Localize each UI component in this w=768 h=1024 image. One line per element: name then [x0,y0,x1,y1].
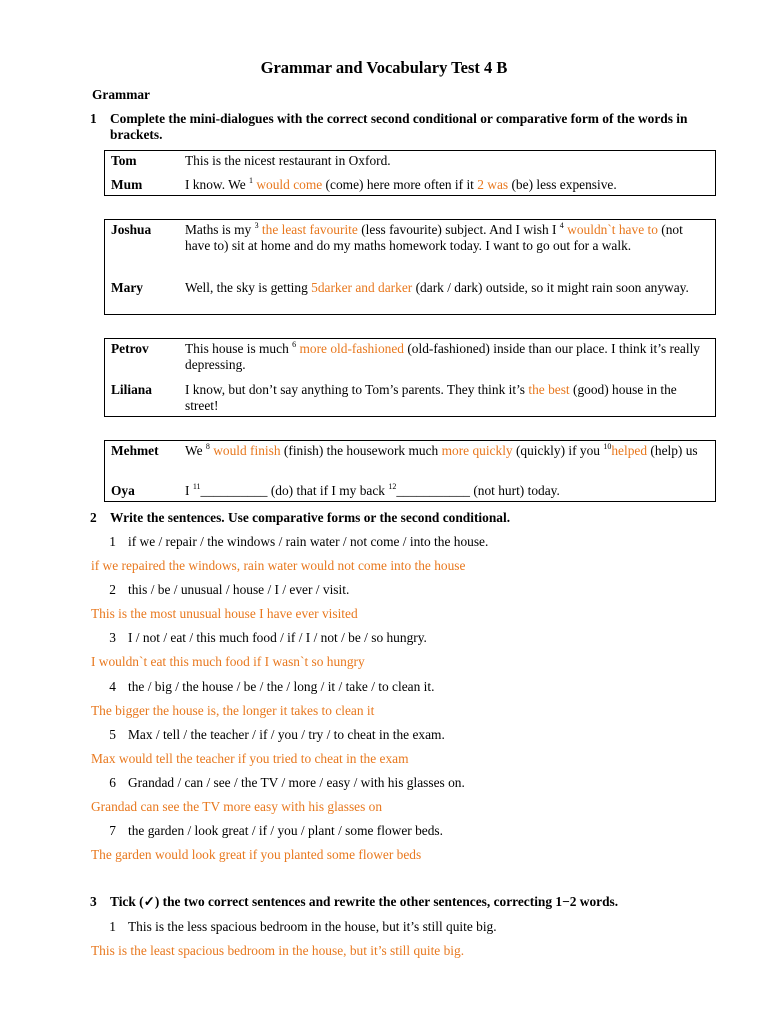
item-number: 4 [109,679,116,694]
item-answer: This is the most unusual house I have ever visited [91,606,358,621]
item-answer: The garden would look great if you planted some flower beds [91,847,422,862]
item-prompt: this / be / unusual / house / I / ever / visit. [128,582,350,597]
item-prompt: I / not / eat / this much food / if / I / not / be / so hungry. [128,630,427,645]
answer-text: more quickly [441,443,513,458]
q3-number: 3 [90,894,97,909]
answer-text: the best [528,382,570,397]
item-prompt: the / big / the house / be / the / long / it / take / to clean it. [128,679,435,694]
dialogue-line: I $^{11}$__________ (do) that if I my back $^{12}$___________ (not hurt) today. [185,481,560,498]
item-number: 1 [109,919,116,934]
item-number: 3 [109,630,116,645]
dialogue-line: This is the nicest restaurant in Oxford. [185,153,391,168]
answer-text: 2 was [477,177,509,192]
item-number: 6 [109,775,116,790]
answer-text: would finish [213,443,281,458]
item-number: 2 [109,582,116,597]
answer-text: wouldn`t have to [567,222,658,237]
speaker-name: Tom [111,153,137,168]
speaker-name: Mehmet [111,443,159,458]
item-answer: Grandad can see the TV more easy with his glasses on [91,799,383,814]
item-number: 7 [109,823,116,838]
section-heading: Grammar [92,87,151,102]
answer-text: helped [611,443,648,458]
item-answer: if we repaired the windows, rain water would not come into the house [91,558,466,573]
dialogue-box-1 [104,150,716,196]
q3-instruction: Tick (✓) the two correct sentences and rewrite the other sentences, correcting 1−2 words. [110,894,619,909]
item-answer: This is the least spacious bedroom in the house, but it’s still quite big. [91,943,465,958]
speaker-name: Petrov [111,341,149,356]
answer-text: the least favourite [261,222,358,237]
dialogue-line: I know, but don’t say anything to Tom’s parents. They think it’s the best (good) house in the street! [185,382,677,413]
item-number: 5 [109,727,116,742]
page-title: Grammar and Vocabulary Test 4 B [260,58,508,77]
item-answer: Max would tell the teacher if you tried to cheat in the exam [91,751,409,766]
answer-text: more old-fashioned [299,341,404,356]
answer-text: 5darker and darker [311,280,413,295]
item-prompt: This is the less spacious bedroom in the house, but it’s still quite big. [128,919,497,934]
dialogue-line: Maths is my $^3$ the least favourite (less favourite) subject. And I wish I $^4$ wouldn`t have to (not have to) sit at home and do my maths homework today. I want to go out for a walk. [185,220,683,253]
dialogue-box-4 [104,440,716,502]
speaker-name: Oya [111,483,135,498]
speaker-name: Mary [111,280,143,295]
q2-number: 2 [90,510,97,525]
q1-instruction: Complete the mini-dialogues with the correct second conditional or comparative form of the words in brackets. [110,111,688,142]
item-answer: I wouldn`t eat this much food if I wasn`t so hungry [91,654,365,669]
dialogue-box-2 [104,219,716,315]
speaker-name: Joshua [111,222,152,237]
item-number: 1 [109,534,116,549]
item-prompt: the garden / look great / if / you / plant / some flower beds. [128,823,443,838]
item-prompt: Max / tell / the teacher / if / you / try / to cheat in the exam. [128,727,445,742]
item-prompt: Grandad / can / see / the TV / more / easy / with his glasses on. [128,775,465,790]
answer-text: would come [256,177,323,192]
q1-number: 1 [90,111,97,126]
speaker-name: Mum [111,177,143,192]
dialogue-line: We $^8$ would finish (finish) the housework much more quickly (quickly) if you $^{10}$helped (help) us [185,441,698,458]
q2-instruction: Write the sentences. Use comparative forms or the second conditional. [110,510,511,525]
dialogue-box-3 [104,338,716,417]
item-prompt: if we / repair / the windows / rain water / not come / into the house. [128,534,489,549]
dialogue-line: I know. We $^1$ would come (come) here more often if it 2 was (be) less expensive. [185,175,617,192]
dialogue-line: Well, the sky is getting 5darker and darker (dark / dark) outside, so it might rain soon anyway. [185,280,689,295]
dialogue-line: This house is much $^6$ more old-fashioned (old-fashioned) inside than our place. I think it’s really depressing. [185,339,700,372]
speaker-name: Liliana [111,382,152,397]
item-answer: The bigger the house is, the longer it takes to clean it [91,703,375,718]
